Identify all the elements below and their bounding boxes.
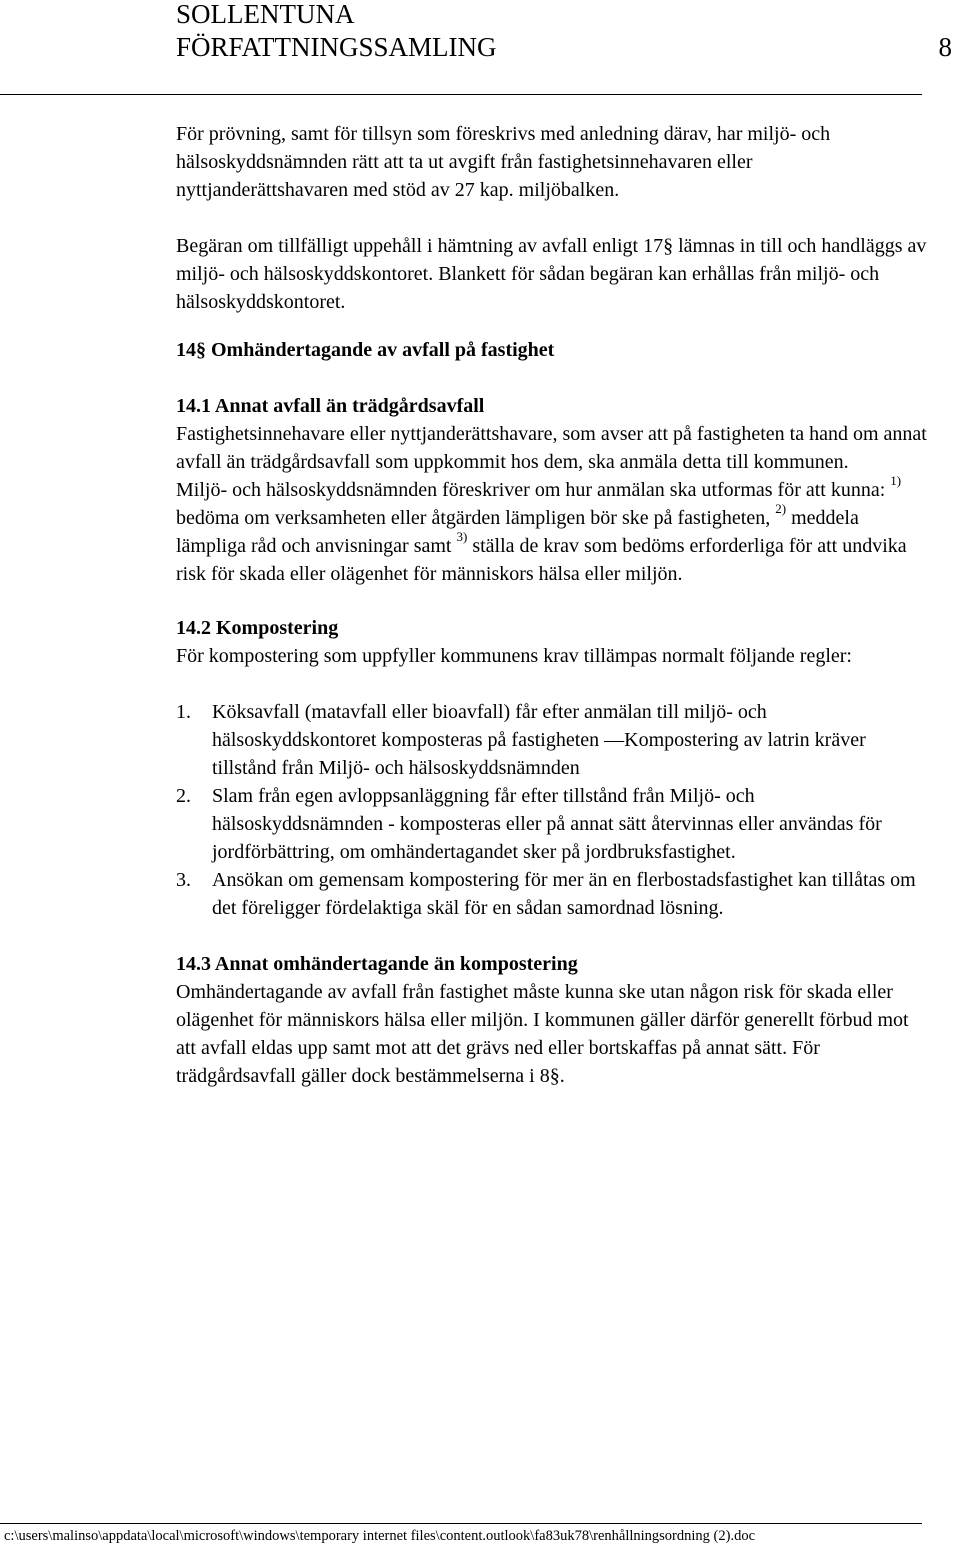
section-14-3-heading: 14.3 Annat omhändertagande än kompostering bbox=[176, 953, 578, 975]
document-body bbox=[176, 120, 928, 1090]
section-14-1-heading: 14.1 Annat avfall än trädgårdsavfall bbox=[176, 395, 485, 417]
footnote-1: 1) bbox=[890, 473, 902, 489]
section-14-3-text: Omhändertagande av avfall från fastighet måste kunna ske utan någon risk för skada eller olägenhet för människors hälsa eller miljön. I kommunen gäller därför generellt förbud mot att avfall eldas upp samt mot att det grävs ned eller bortskaffas på annat sätt. För trädgårdsavfall gäller dock bestämmelserna i 8§. bbox=[176, 981, 909, 1087]
footnote-2: 2) bbox=[775, 501, 787, 517]
document-header-title bbox=[176, 0, 497, 64]
page-number: 8 bbox=[938, 32, 952, 62]
list-item: 1. Köksavfall (matavfall eller bioavfall) får efter anmälan till miljö- och hälsoskyddskontoret komposteras på fastigheten —Kompostering av latrin kräver tillstånd från Miljö- och hälsoskyddsnämnden bbox=[176, 701, 866, 779]
footer-divider bbox=[0, 1523, 922, 1524]
section-14-heading: 14§ Omhändertagande av avfall på fastighet bbox=[176, 339, 555, 361]
list-item: 3. Ansökan om gemensam kompostering för mer än en flerbostadsfastighet kan tillåtas om det föreligger fördelaktiga skäl för en sådan samordnad lösning. bbox=[176, 869, 916, 919]
header-title-line1: SOLLENTUNA bbox=[176, 0, 355, 29]
section-14-1-text: Fastighetsinnehavare eller nyttjanderättshavare, som avser att på fastigheten ta hand om annat avfall än trädgårdsavfall som uppkommit hos dem, ska anmäla detta till kommunen. bbox=[176, 423, 927, 473]
header-title-line2: FÖRFATTNINGSSAMLING bbox=[176, 32, 497, 62]
list-item: 2. Slam från egen avloppsanläggning får efter tillstånd från Miljö- och hälsoskyddsnämnden - komposteras eller på annat sätt återvinnas eller användas för jordförbättring, om omhändertagandet sker på jordbruksfastighet. bbox=[176, 785, 882, 863]
section-14-1-anmalan-text: Miljö- och hälsoskyddsnämnden föreskriver om hur anmälan ska utformas för att kunna: $^{1)}$ bedöma om verksamheten eller åtgärden lämpligen bör ske på fastigheten, $^{2)}$ meddela lämpliga råd och anvisningar samt $^{3)}$ ställa de krav som bedöms erforderliga för att undvika risk för skada eller olägenhet för människors hälsa eller miljön. bbox=[176, 473, 907, 585]
footnote-3: 3) bbox=[456, 529, 468, 545]
kompostering-rules-list bbox=[176, 698, 928, 922]
header-divider bbox=[0, 94, 922, 95]
paragraph-avgift: För prövning, samt för tillsyn som föreskrivs med anledning därav, har miljö- och hälsoskyddsnämnden rätt att ta ut avgift från fastighetsinnehavaren eller nyttjanderättshavaren med stöd av 27 kap. miljöbalken. bbox=[176, 123, 831, 201]
footer-file-path: c:\users\malinso\appdata\local\microsoft\windows\temporary internet files\content.outlook\fa83uk78\renhållningsordning (2).doc bbox=[4, 1528, 756, 1544]
section-14-2-intro: För kompostering som uppfyller kommunens krav tillämpas normalt följande regler: bbox=[176, 645, 852, 667]
section-14-2-heading: 14.2 Kompostering bbox=[176, 617, 339, 639]
paragraph-uppehall: Begäran om tillfälligt uppehåll i hämtning av avfall enligt 17§ lämnas in till och handläggs av miljö- och hälsoskyddskontoret. Blankett för sådan begäran kan erhållas från miljö- och hälsoskyddskontoret. bbox=[176, 235, 927, 313]
